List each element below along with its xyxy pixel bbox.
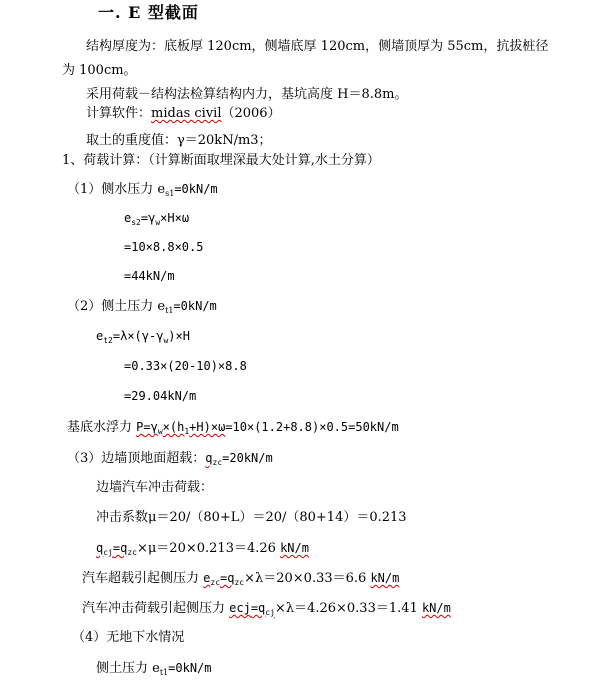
impact-lateral-line: 汽车冲击荷载引起侧压力 $ecj=q_{cj}\times\lambda=4.26\times 0.33=1.41$ kN/m — [82, 601, 451, 617]
water-pressure-label: （1）侧水压力 $e_{s1}=0kN/m$ — [67, 182, 218, 198]
intro-line-2: 为 100cm。 — [62, 63, 137, 78]
software-label: 计算软件： — [86, 106, 152, 121]
surcharge-line: （3）边墙顶地面超载：$q_{zc}=20kN/m$ — [67, 451, 273, 467]
buoyancy-line: 基底水浮力 $P=\gamma_w\times(h_1+H)\times\omega=10\times(1.2+8.8)\times 0.5=50kN/m$ — [67, 420, 399, 436]
impact-title: 边墙汽车冲击荷载： — [96, 480, 214, 495]
impact-coefficient: 冲击系数μ＝20/（80+L）＝20/（80+14）＝0.213 — [96, 510, 407, 525]
no-groundwater-side-pressure: 侧土压力 $e_{t1}=0kN/m$ — [96, 661, 212, 677]
soil-pressure-label: （2）侧土压力 $e_{t1}=0kN/m$ — [67, 299, 217, 315]
soil-weight-line: 取土的重度值：γ＝20kN/m3； — [86, 133, 272, 148]
soil-pressure-calc: =0.33×(20-10)×8.8 — [124, 359, 247, 373]
no-groundwater-label: （4）无地下水情况 — [72, 630, 185, 645]
load-calc-title: 1、荷载计算：（计算断面取埋深最大处计算,水土分算） — [62, 153, 380, 168]
software-name: midas civil — [151, 106, 222, 121]
water-pressure-formula: $e_{s2}=\gamma_w\times H\times\omega$ — [124, 211, 190, 227]
soil-pressure-formula: $e_{t2}=\lambda\times(\gamma-\gamma_w)\times H$ — [96, 329, 190, 345]
intro-line-3: 采用荷载－结构法检算结构内力，基坑高度 H＝8.8m。 — [86, 87, 408, 102]
software-year: （2006） — [221, 106, 281, 121]
intro-line-1: 结构厚度为：底板厚 120cm，侧墙底厚 120cm，侧墙顶厚为 55cm，抗拔桩径 — [86, 39, 549, 54]
surcharge-lateral-line: 汽车超载引起侧压力 $e_{zc}=q_{zc}\times\lambda=20\times 0.33=6.6$ kN/m — [82, 571, 400, 587]
soil-pressure-result: =29.04kN/m — [124, 389, 197, 403]
water-pressure-calc: =10×8.8×0.5 — [124, 240, 204, 254]
impact-load-line: $q_{cj}=q_{zc}\times\mu=20\times 0.213=4.26$ kN/m — [96, 541, 309, 557]
section-heading: 一. E 型截面 — [98, 3, 199, 22]
software-line — [86, 106, 281, 122]
water-pressure-result: =44kN/m — [124, 269, 175, 283]
